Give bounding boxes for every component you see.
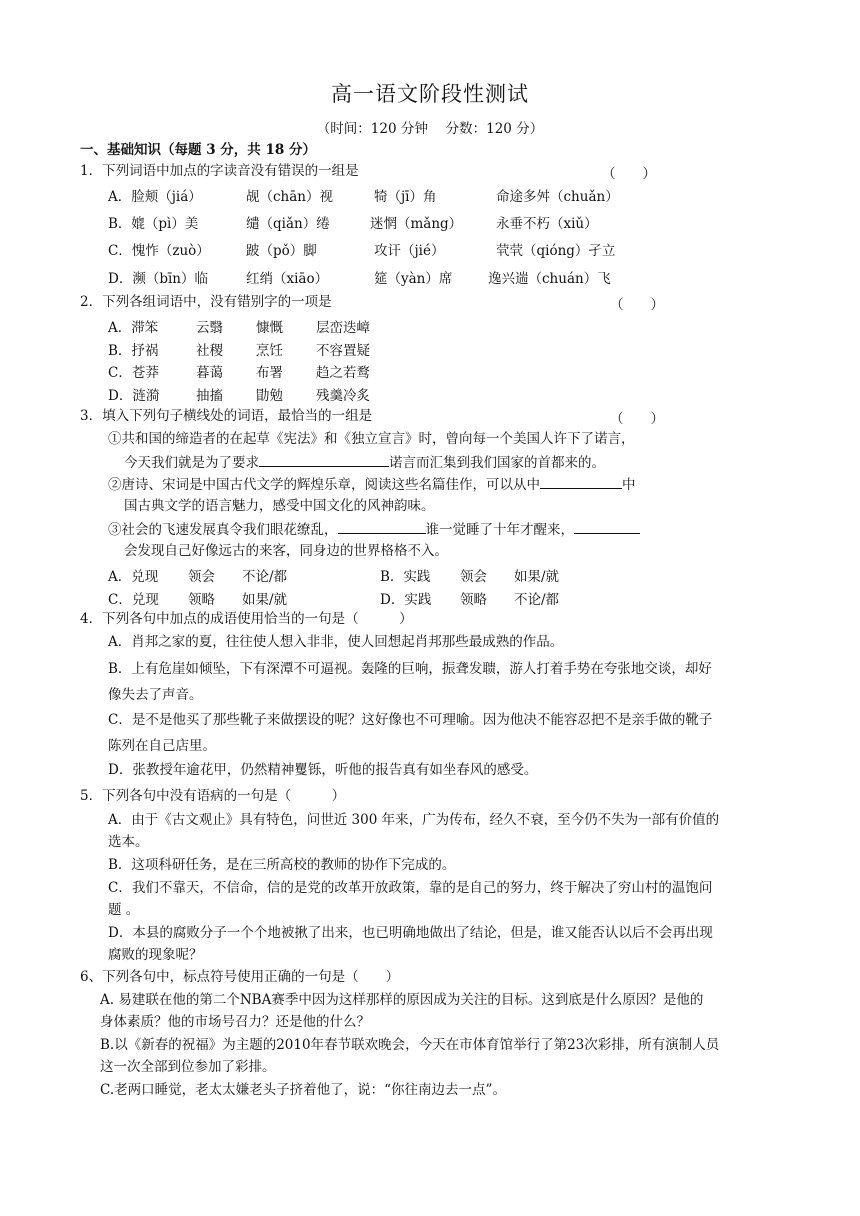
q3-opt-c-2: 领略 [188,592,215,608]
q4-option-b-line1: B．上有危崖如倾坠，下有深潭不可逼视。轰隆的巨响，振聋发聩，游人打着手势在夸张地交谈，却好 [108,661,712,677]
q6-option-b-line1: B.以《新春的祝福》为主题的2010年春节联欢晚会，今天在市体育馆举行了第23次彩排，所有演制人员 [100,1037,720,1053]
q3-blank-1 [259,453,389,467]
q6-option-a-line1: A. 易建联在他的第二个NBA赛季中因为这样那样的原因成为关注的目标。这到底是什么原因？是他的 [100,992,704,1008]
q3-opt-a-3: 不论/都 [242,569,288,585]
q1-answer-paren: （ ） [602,166,656,182]
q2-d-1: D．涟漪 [108,388,160,404]
q3-sentence2-line2: 国古典文学的语言魅力，感受中国文化的风神韵味。 [124,498,435,514]
q4-option-a: A．肖邦之家的夏，往往使人想入非非，使人回想起肖邦那些最成熟的作品。 [108,634,564,650]
q3-sentence2-line1: ②唐诗、宋词是中国古代文学的辉煌乐章，阅读这些名篇佳作，可以从中 中 [108,477,636,493]
q4-option-b-line2: 像失去了声音。 [108,687,203,703]
q3-opt-c-1: C．兑现 [108,592,159,608]
q3-opt-c-3: 如果/就 [242,592,288,608]
q3-stem: 3．填入下列句子横线处的词语，最恰当的一组是 [80,408,373,424]
q4-stem: 4．下列各句中加点的成语使用恰当的一句是（ ） [80,611,413,627]
q6-option-a-line2: 身体素质？他的市场号召力？还是他的什么？ [100,1014,370,1030]
q2-c-2: 暮蔼 [196,365,223,381]
q4-option-c-line2: 陈列在自己店里。 [108,738,216,754]
q3-opt-b-1: B．实践 [380,569,431,585]
q1-c-3: 攻讦（jié） [374,243,445,259]
q3-opt-d-3: 不论/都 [514,592,560,608]
q2-answer-paren: （ ） [610,297,664,313]
q2-c-1: C．苍莽 [108,365,159,381]
q6-stem: 6、下列各句中，标点符号使用正确的一句是（ ） [80,969,400,985]
q2-d-4: 残羹冷炙 [316,388,370,404]
q3-blank-2 [540,475,622,489]
q2-a-3: 慷慨 [256,320,283,336]
exam-subtitle: （时间：120 分钟 分数：120 分） [316,121,544,137]
q1-d-4: 逸兴遄（chuán）飞 [488,271,611,287]
q1-c-4: 茕茕（qióng）孑立 [496,243,616,259]
q1-c-2: 跛（pǒ）脚 [246,243,317,259]
q3-opt-b-2: 领会 [460,569,487,585]
q2-d-3: 勖勉 [256,388,283,404]
q3-opt-a-1: A．兑现 [108,569,159,585]
q5-option-b: B．这项科研任务，是在三所高校的教师的协作下完成的。 [108,857,456,873]
q6-option-c: C.老两口睡觉，老太太嫌老头子挤着他了，说：“你往南边去一点”。 [100,1082,506,1098]
q3-sentence1-line1: ①共和国的缔造者的在起草《宪法》和《独立宣言》时，曾向每一个美国人许下了诺言， [108,431,635,447]
q1-a-1: A．脸颊（jiá） [108,189,202,205]
q3-opt-d-1: D．实践 [380,592,432,608]
q1-a-2: 觇（chān）视 [246,189,333,205]
q1-b-3: 迷惘（mǎng） [370,216,463,232]
q3-sentence3-line2: 会发现自己好像远古的来客，同身边的世界格格不入。 [124,543,448,559]
q2-b-2: 社稷 [196,343,223,359]
q5-stem: 5．下列各句中没有语病的一句是（ ） [80,788,346,804]
q1-d-1: D．濒（bīn）临 [108,271,208,287]
q1-stem: 1．下列词语中加点的字读音没有错误的一组是 [80,163,359,179]
q2-stem: 2．下列各组词语中，没有错别字的一项是 [80,294,332,310]
q4-option-d: D．张教授年逾花甲，仍然精神矍铄，听他的报告真有如坐春风的感受。 [108,762,538,778]
q3-opt-a-2: 领会 [188,569,215,585]
q3-blank-4 [574,520,640,534]
q1-c-1: C．愧怍（zuò） [108,243,210,259]
q3-opt-d-2: 领略 [460,592,487,608]
q2-c-4: 趋之若鹜 [316,365,370,381]
q5-option-a-line2: 选本。 [108,834,149,850]
q2-a-4: 层峦迭嶂 [316,320,370,336]
q2-b-4: 不容置疑 [316,343,370,359]
q5-option-c-line1: C．我们不靠天，不信命，信的是党的改革开放政策，靠的是自己的努力，终于解决了穷山村的温饱问 [108,880,713,896]
q1-a-4: 命途多舛（chuǎn） [496,189,619,205]
q2-b-3: 烹饪 [256,343,283,359]
q6-option-b-line2: 这一次全部到位参加了彩排。 [100,1059,276,1075]
q5-option-a-line1: A．由于《古文观止》具有特色，问世近 300 年来，广为传布，经久不衰，至今仍不失为一部有价值的 [108,812,720,828]
q2-b-1: B．抒祸 [108,343,159,359]
q1-d-3: 筵（yàn）席 [374,271,453,287]
q1-a-3: 犄（jī）角 [374,189,437,205]
q5-option-c-line2: 题 。 [108,902,140,918]
q5-option-d-line1: D．本县的腐败分子一个个地被揪了出来，也已明确地做出了结论，但是，谁又能否认以后不会再出现 [108,925,713,941]
section-heading: 一、基础知识（每题 3 分，共 18 分） [80,142,316,158]
q3-answer-paren: （ ） [610,411,664,427]
q1-b-1: B．媲（pì）美 [108,216,199,232]
q3-opt-b-3: 如果/就 [514,569,560,585]
q2-c-3: 布署 [256,365,283,381]
q4-option-c-line1: C．是不是他买了那些靴子来做摆设的呢？这好像也不可理喻。因为他决不能容忍把不是亲手做的靴子 [108,712,713,728]
q2-a-2: 云翳 [196,320,223,336]
q3-blank-3 [338,520,426,534]
q2-d-2: 抽搐 [196,388,223,404]
q1-b-4: 永垂不朽（xiǔ） [496,216,598,232]
q3-sentence1-line2: 今天我们就是为了要求 诺言而汇集到我们国家的首都来的。 [124,455,605,471]
q1-d-2: 红绡（xiāo） [246,271,329,287]
q5-option-d-line2: 腐败的现象呢？ [108,947,203,963]
q1-b-2: 缱（qiǎn）绻 [246,216,330,232]
q3-sentence3-line1: ③社会的飞速发展真令我们眼花缭乱， 谁一觉睡了十年才醒来， [108,520,640,539]
q2-a-1: A．滞笨 [108,320,159,336]
exam-title: 高一语文阶段性测试 [331,82,529,106]
